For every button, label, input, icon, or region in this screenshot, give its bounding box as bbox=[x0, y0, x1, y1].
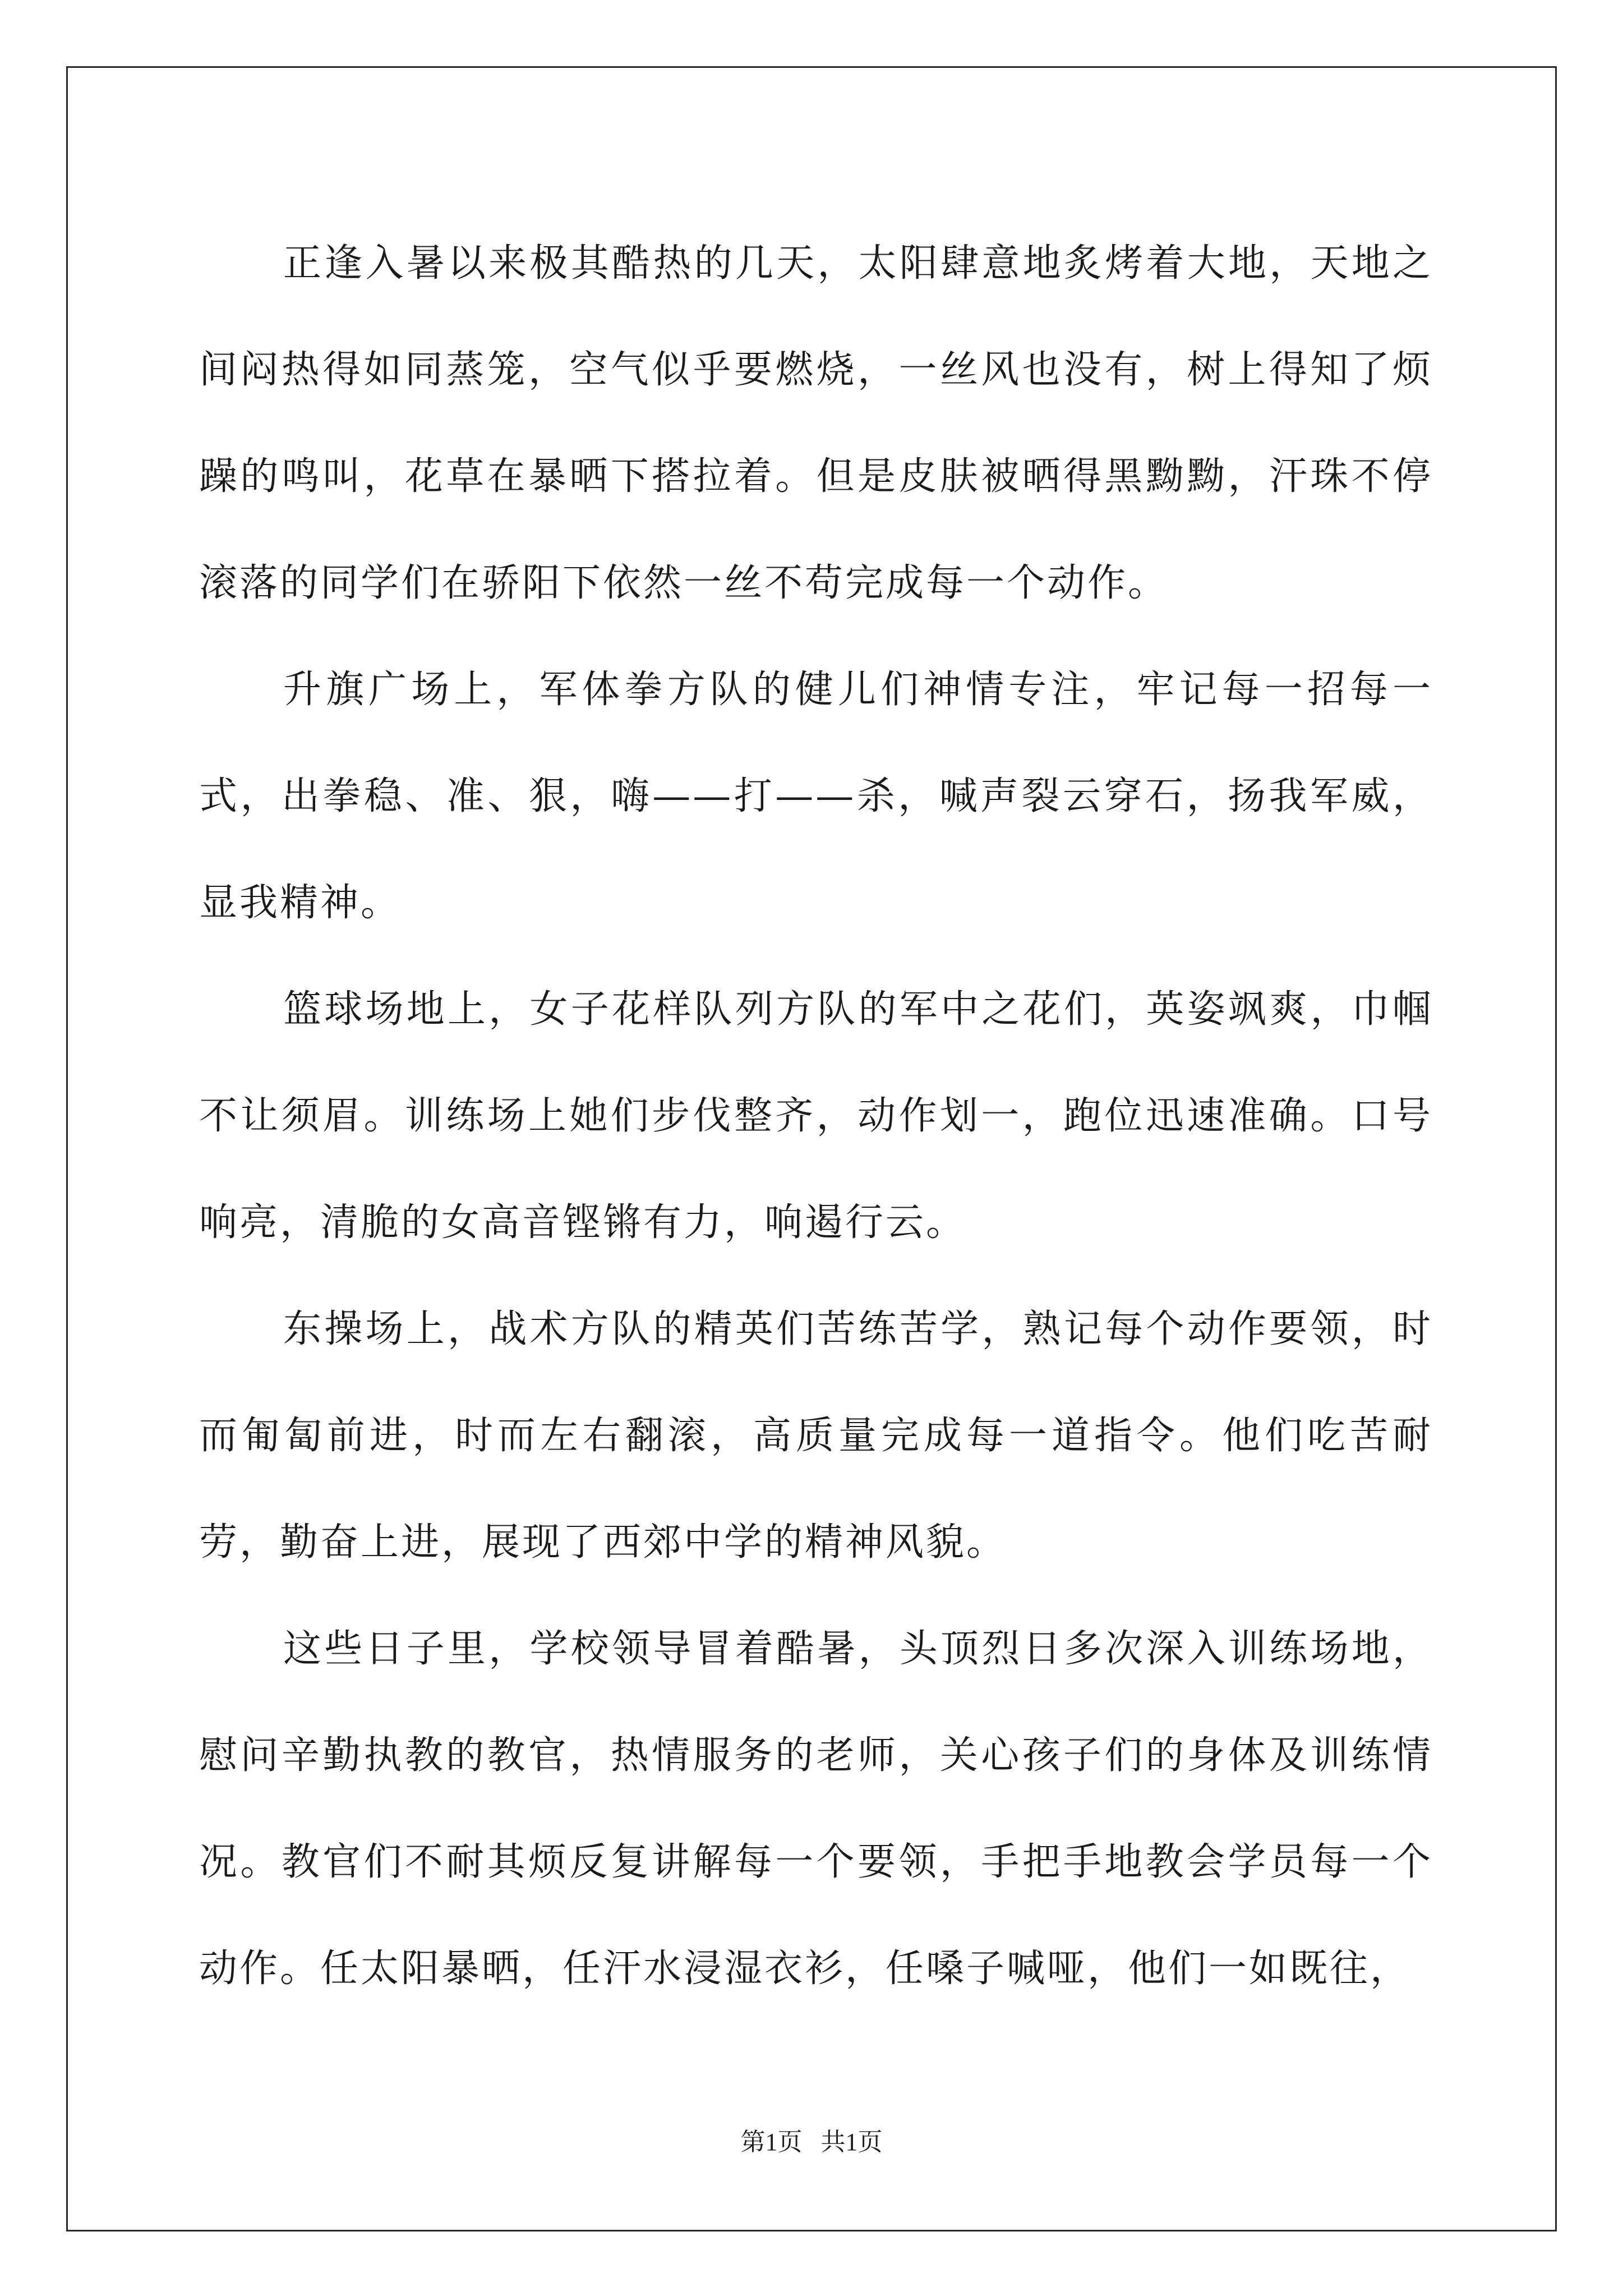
paragraph: 正逢入暑以来极其酷热的几天，太阳肆意地炙烤着大地，天地之间闷热得如同蒸笼，空气似乎要燃烧，一丝风也没有，树上得知了烦躁的鸣叫，花草在暴晒下搭拉着。但是皮肤被晒得黑黝黝，汗珠不停滚落的同学们在骄阳下依然一丝不苟完成每一个动作。 bbox=[199, 241, 1433, 605]
page-number-footer: 第1页 共1页 bbox=[740, 2128, 883, 2156]
paragraph: 升旗广场上，军体拳方队的健儿们神情专注，牢记每一招每一式，出拳稳、准、狠，嗨——打——杀，喊声裂云穿石，扬我军威，显我精神。 bbox=[199, 668, 1433, 925]
paragraph: 这些日子里，学校领导冒着酷暑，头顶烈日多次深入训练场地，慰问辛勤执教的教官，热情服务的老师，关心孩子们的身体及训练情况。教官们不耐其烦反复讲解每一个要领，手把手地教会学员每一个动作。任太阳暴晒，任汗水浸湿衣衫，任嗓子喊哑，他们一如既往， bbox=[199, 1627, 1433, 1991]
document-body bbox=[199, 210, 1433, 2022]
paragraph: 篮球场地上，女子花样队列方队的军中之花们，英姿飒爽，巾帼不让须眉。训练场上她们步伐整齐，动作划一，跑位迅速准确。口号响亮，清脆的女高音铿锵有力，响遏行云。 bbox=[199, 987, 1433, 1245]
paragraph: 东操场上，战术方队的精英们苦练苦学，熟记每个动作要领，时而匍匐前进，时而左右翻滚，高质量完成每一道指令。他们吃苦耐劳，勤奋上进，展现了西郊中学的精神风貌。 bbox=[199, 1307, 1433, 1565]
